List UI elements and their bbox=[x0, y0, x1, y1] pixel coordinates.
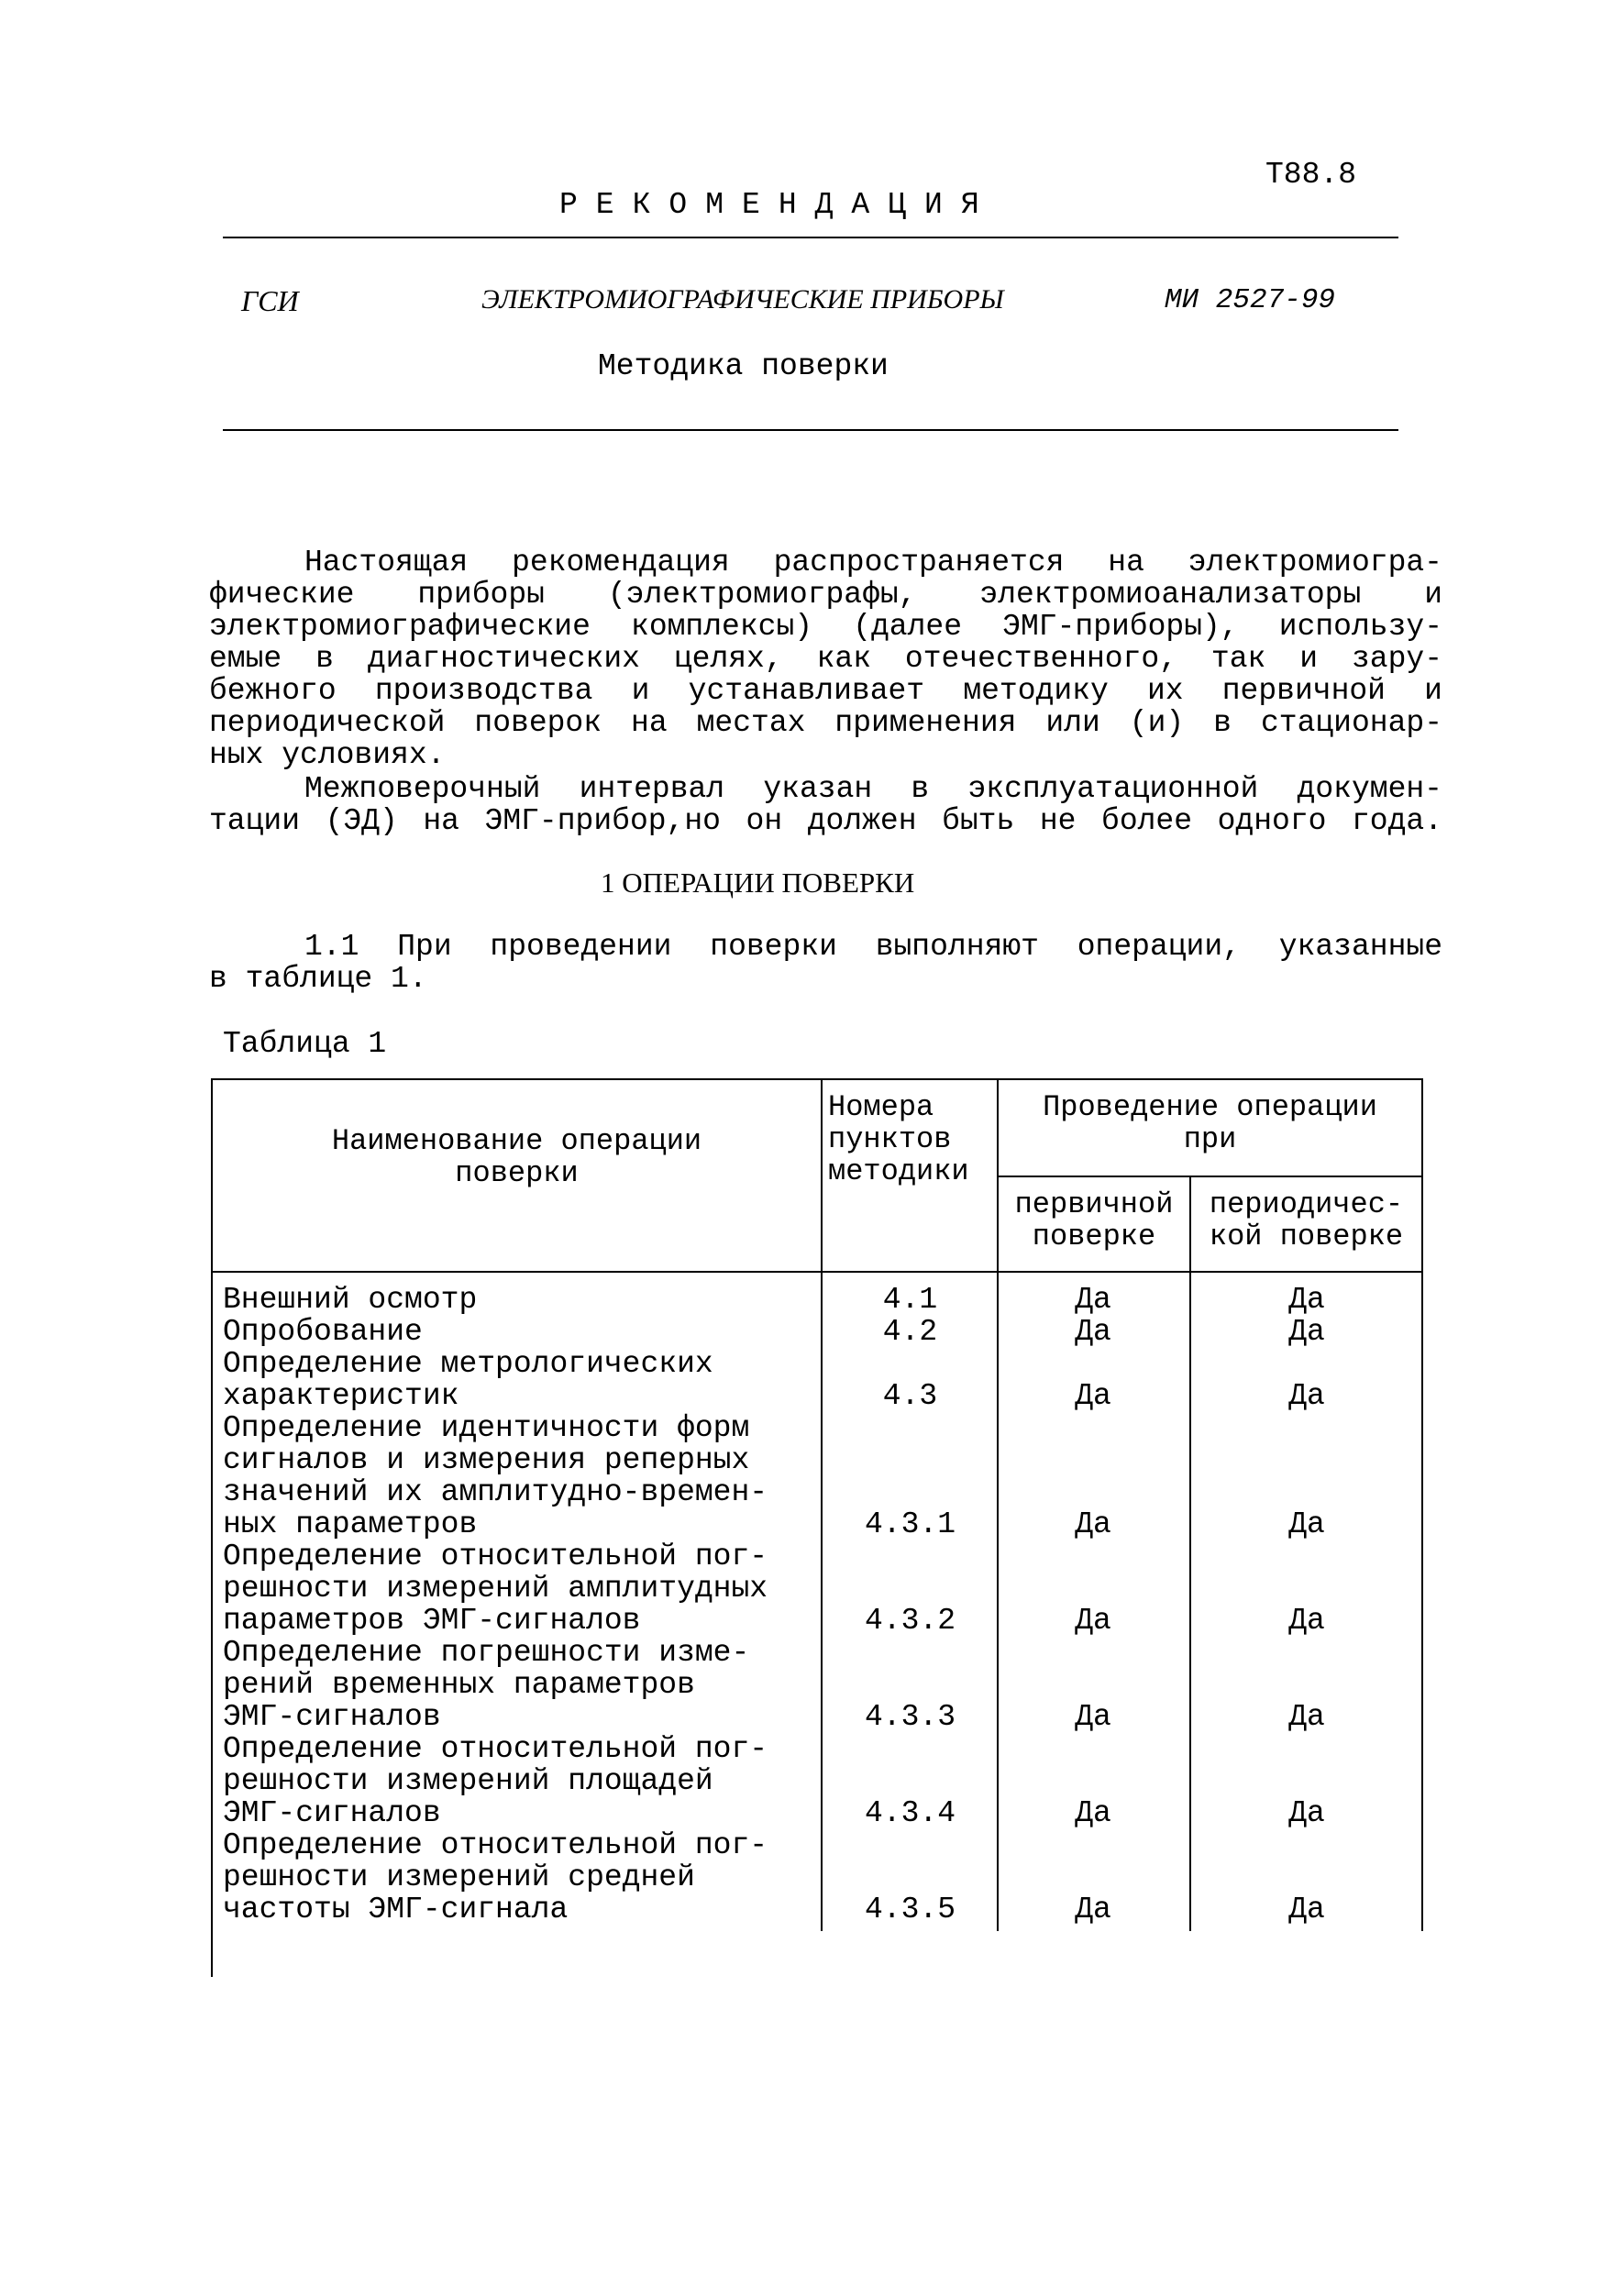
operation-name-line: рений временных параметров bbox=[223, 1668, 695, 1702]
periodic-value bbox=[1192, 1444, 1421, 1476]
interval-paragraph bbox=[209, 773, 1442, 837]
text-line: Межповерочный интервал указан в эксплуатационной докумен- bbox=[304, 772, 1442, 806]
header-periodic: периодичес- кой поверке bbox=[1209, 1187, 1404, 1253]
text-line: фические приборы (электромиографы, электромиоанализаторы и bbox=[209, 578, 1442, 612]
primary-value: Да bbox=[1075, 1315, 1111, 1349]
text-line: ных условиях. bbox=[209, 738, 446, 772]
table-col-divider bbox=[1189, 1176, 1191, 1931]
method-number: 4.3.1 bbox=[864, 1507, 956, 1541]
text-line: бежного производства и устанавливает методику их первичной и bbox=[209, 674, 1442, 708]
primary-value: Да bbox=[1075, 1604, 1111, 1638]
column-primary bbox=[997, 1284, 1189, 1926]
operation-name-line: частоты ЭМГ-сигнала bbox=[223, 1893, 569, 1926]
mi-code: МИ 2527-99 bbox=[1165, 284, 1336, 316]
primary-value bbox=[997, 1540, 1189, 1573]
text-line: в таблице 1. bbox=[209, 962, 427, 996]
primary-value bbox=[997, 1412, 1189, 1444]
method-number: 4.3.2 bbox=[864, 1604, 956, 1638]
table-border-right bbox=[1421, 1078, 1423, 1931]
document-subject: ЭЛЕКТРОМИОГРАФИЧЕСКИЕ ПРИБОРЫ bbox=[481, 284, 1004, 315]
primary-value bbox=[997, 1637, 1189, 1669]
column-method-numbers bbox=[825, 1284, 995, 1926]
section-title: 1 ОПЕРАЦИИ ПОВЕРКИ bbox=[601, 867, 915, 899]
periodic-value bbox=[1192, 1412, 1421, 1444]
text-line: электромиографические комплексы) (далее ЭМГ-приборы), использу- bbox=[209, 610, 1442, 644]
primary-value: Да bbox=[1075, 1796, 1111, 1830]
periodic-value bbox=[1192, 1540, 1421, 1573]
operation-name-line: Определение идентичности форм bbox=[223, 1411, 750, 1445]
periodic-value bbox=[1192, 1669, 1421, 1701]
operation-name-line: Определение относительной пог- bbox=[223, 1732, 768, 1766]
primary-value: Да bbox=[1075, 1700, 1111, 1734]
text-line: 1.1 При проведении поверки выполняют операции, указанные bbox=[304, 930, 1442, 964]
primary-value: Да bbox=[1075, 1379, 1111, 1413]
header-primary: первичной поверке bbox=[1014, 1187, 1174, 1253]
operation-name-line: Определение относительной пог- bbox=[223, 1828, 768, 1862]
primary-value bbox=[997, 1765, 1189, 1797]
method-number bbox=[825, 1669, 995, 1701]
primary-value bbox=[997, 1348, 1189, 1380]
periodic-value: Да bbox=[1288, 1604, 1325, 1638]
method-number bbox=[825, 1573, 995, 1605]
primary-value bbox=[997, 1573, 1189, 1605]
operation-name-line: решности измерений площадей bbox=[223, 1764, 713, 1798]
periodic-value bbox=[1192, 1861, 1421, 1893]
operation-name-line: решности измерений средней bbox=[223, 1860, 695, 1894]
operation-name-line: Определение погрешности изме- bbox=[223, 1636, 750, 1670]
table-border-left bbox=[211, 1078, 213, 1977]
method-subtitle: Методика поверки bbox=[598, 349, 889, 383]
periodic-value bbox=[1192, 1476, 1421, 1508]
recommendation-title: РЕКОМЕНДАЦИЯ bbox=[559, 188, 998, 222]
operation-name-line: сигналов и измерения реперных bbox=[223, 1443, 750, 1477]
primary-value: Да bbox=[1075, 1893, 1111, 1926]
periodic-value: Да bbox=[1288, 1796, 1325, 1830]
gsi-label: ГСИ bbox=[241, 284, 299, 317]
table-header-bottom bbox=[211, 1271, 1421, 1273]
method-number: 4.3.4 bbox=[864, 1796, 956, 1830]
method-number bbox=[825, 1412, 995, 1444]
periodic-value bbox=[1192, 1765, 1421, 1797]
table-caption: Таблица 1 bbox=[223, 1027, 387, 1061]
header-conduct: Проведение операции при bbox=[1043, 1090, 1377, 1156]
header-name: Наименование операции поверки bbox=[331, 1124, 702, 1190]
primary-value bbox=[997, 1829, 1189, 1861]
operation-name-line: ЭМГ-сигналов bbox=[223, 1796, 441, 1830]
method-number: 4.2 bbox=[882, 1315, 938, 1349]
operation-name-line: Определение метрологических bbox=[223, 1347, 713, 1381]
method-number bbox=[825, 1829, 995, 1861]
operation-name-line: Внешний осмотр bbox=[223, 1283, 478, 1317]
column-operation-names bbox=[223, 1284, 768, 1926]
table-border-top bbox=[211, 1078, 1421, 1080]
operation-name-line: параметров ЭМГ-сигналов bbox=[223, 1604, 641, 1638]
operation-name-line: ных параметров bbox=[223, 1507, 478, 1541]
text-line: периодической поверок на местах применения или (и) в стационар- bbox=[209, 706, 1442, 740]
method-number bbox=[825, 1476, 995, 1508]
header-bottom-divider bbox=[223, 429, 1398, 431]
periodic-value bbox=[1192, 1348, 1421, 1380]
operation-name-line: Определение относительной пог- bbox=[223, 1540, 768, 1573]
primary-value bbox=[997, 1861, 1189, 1893]
table-subheader-line bbox=[997, 1176, 1421, 1177]
method-number: 4.3 bbox=[882, 1379, 938, 1413]
periodic-value bbox=[1192, 1573, 1421, 1605]
clause-1-1 bbox=[209, 931, 1442, 995]
text-line: Настоящая рекомендация распространяется на электромиогра- bbox=[304, 546, 1442, 580]
text-line: тации (ЭД) на ЭМГ-прибор,но он должен быть не более одного года. bbox=[209, 804, 1442, 838]
periodic-value: Да bbox=[1288, 1507, 1325, 1541]
primary-value bbox=[997, 1476, 1189, 1508]
periodic-value: Да bbox=[1288, 1379, 1325, 1413]
operation-name-line: значений их амплитудно-времен- bbox=[223, 1475, 768, 1509]
operation-name-line: Опробование bbox=[223, 1315, 423, 1349]
operation-name-line: ЭМГ-сигналов bbox=[223, 1700, 441, 1734]
document-code: Т88.8 bbox=[1265, 158, 1357, 192]
method-number bbox=[825, 1733, 995, 1765]
primary-value: Да bbox=[1075, 1283, 1111, 1317]
periodic-value bbox=[1192, 1733, 1421, 1765]
operation-name-line: характеристик bbox=[223, 1379, 459, 1413]
column-periodic bbox=[1192, 1284, 1421, 1926]
method-number bbox=[825, 1765, 995, 1797]
periodic-value: Да bbox=[1288, 1283, 1325, 1317]
text-line: емые в диагностических целях, как отечественного, так и зару- bbox=[209, 642, 1442, 676]
periodic-value: Да bbox=[1288, 1315, 1325, 1349]
method-number bbox=[825, 1348, 995, 1380]
periodic-value: Да bbox=[1288, 1893, 1325, 1926]
top-divider bbox=[223, 237, 1398, 238]
method-number: 4.3.3 bbox=[864, 1700, 956, 1734]
periodic-value bbox=[1192, 1829, 1421, 1861]
primary-value bbox=[997, 1733, 1189, 1765]
table-col-divider bbox=[821, 1078, 823, 1931]
periodic-value: Да bbox=[1288, 1700, 1325, 1734]
method-number: 4.3.5 bbox=[864, 1893, 956, 1926]
header-num: Номера пунктов методики bbox=[828, 1090, 969, 1188]
intro-paragraph bbox=[209, 546, 1442, 771]
method-number bbox=[825, 1637, 995, 1669]
primary-value bbox=[997, 1444, 1189, 1476]
primary-value bbox=[997, 1669, 1189, 1701]
periodic-value bbox=[1192, 1637, 1421, 1669]
method-number bbox=[825, 1444, 995, 1476]
operation-name-line: решности измерений амплитудных bbox=[223, 1572, 768, 1606]
method-number: 4.1 bbox=[882, 1283, 938, 1317]
method-number bbox=[825, 1861, 995, 1893]
primary-value: Да bbox=[1075, 1507, 1111, 1541]
method-number bbox=[825, 1540, 995, 1573]
